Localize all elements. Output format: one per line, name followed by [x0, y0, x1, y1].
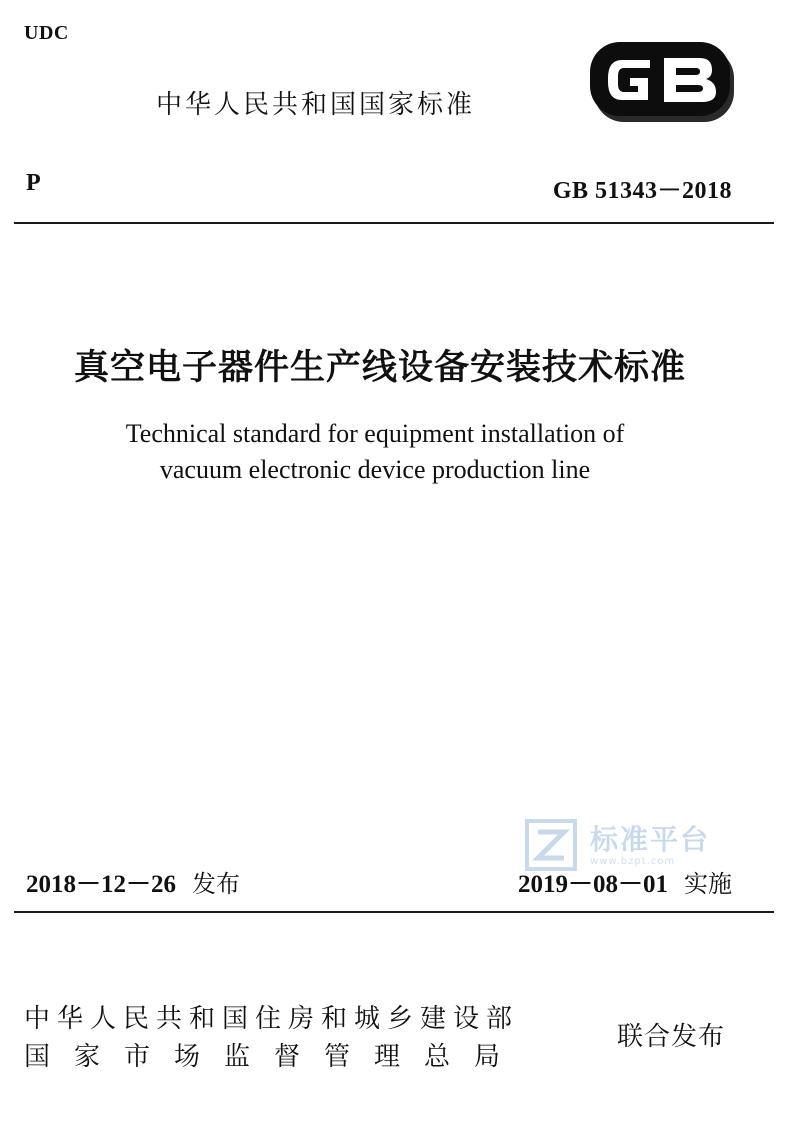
implement-date-row — [518, 864, 732, 900]
gb-logo-icon — [588, 40, 738, 124]
title-english-line-1: Technical standard for equipment installation of — [125, 419, 625, 448]
watermark-url: www.bzpt.com — [590, 856, 676, 867]
national-standard-heading: 中华人民共和国国家标准 — [156, 90, 476, 120]
implement-date: 2019－08－01 — [517, 871, 668, 898]
issue-label: 发布 — [192, 870, 241, 898]
issue-date: 2018－12－26 — [26, 871, 177, 898]
title-chinese: 真空电子器件生产线设备安装技术标准 — [73, 348, 686, 388]
issuer-ministry: 中华人民共和国住房和城乡建设部 — [24, 1004, 520, 1034]
issuer-administration: 国家市场监督管理总局 — [24, 1042, 525, 1072]
issue-date-row — [26, 864, 240, 900]
joint-issue-label: 联合发布 — [617, 1022, 726, 1052]
category-code: P — [26, 170, 41, 196]
udc-label: UDC — [24, 22, 69, 44]
title-english-line-2: vacuum electronic device production line — [159, 455, 591, 484]
implement-label: 实施 — [684, 870, 732, 898]
standard-number: GB 51343－2018 — [552, 178, 732, 204]
title-english — [0, 416, 750, 488]
watermark-text: 标准平台 — [590, 823, 711, 856]
top-divider — [14, 222, 774, 224]
bottom-divider — [14, 911, 774, 913]
